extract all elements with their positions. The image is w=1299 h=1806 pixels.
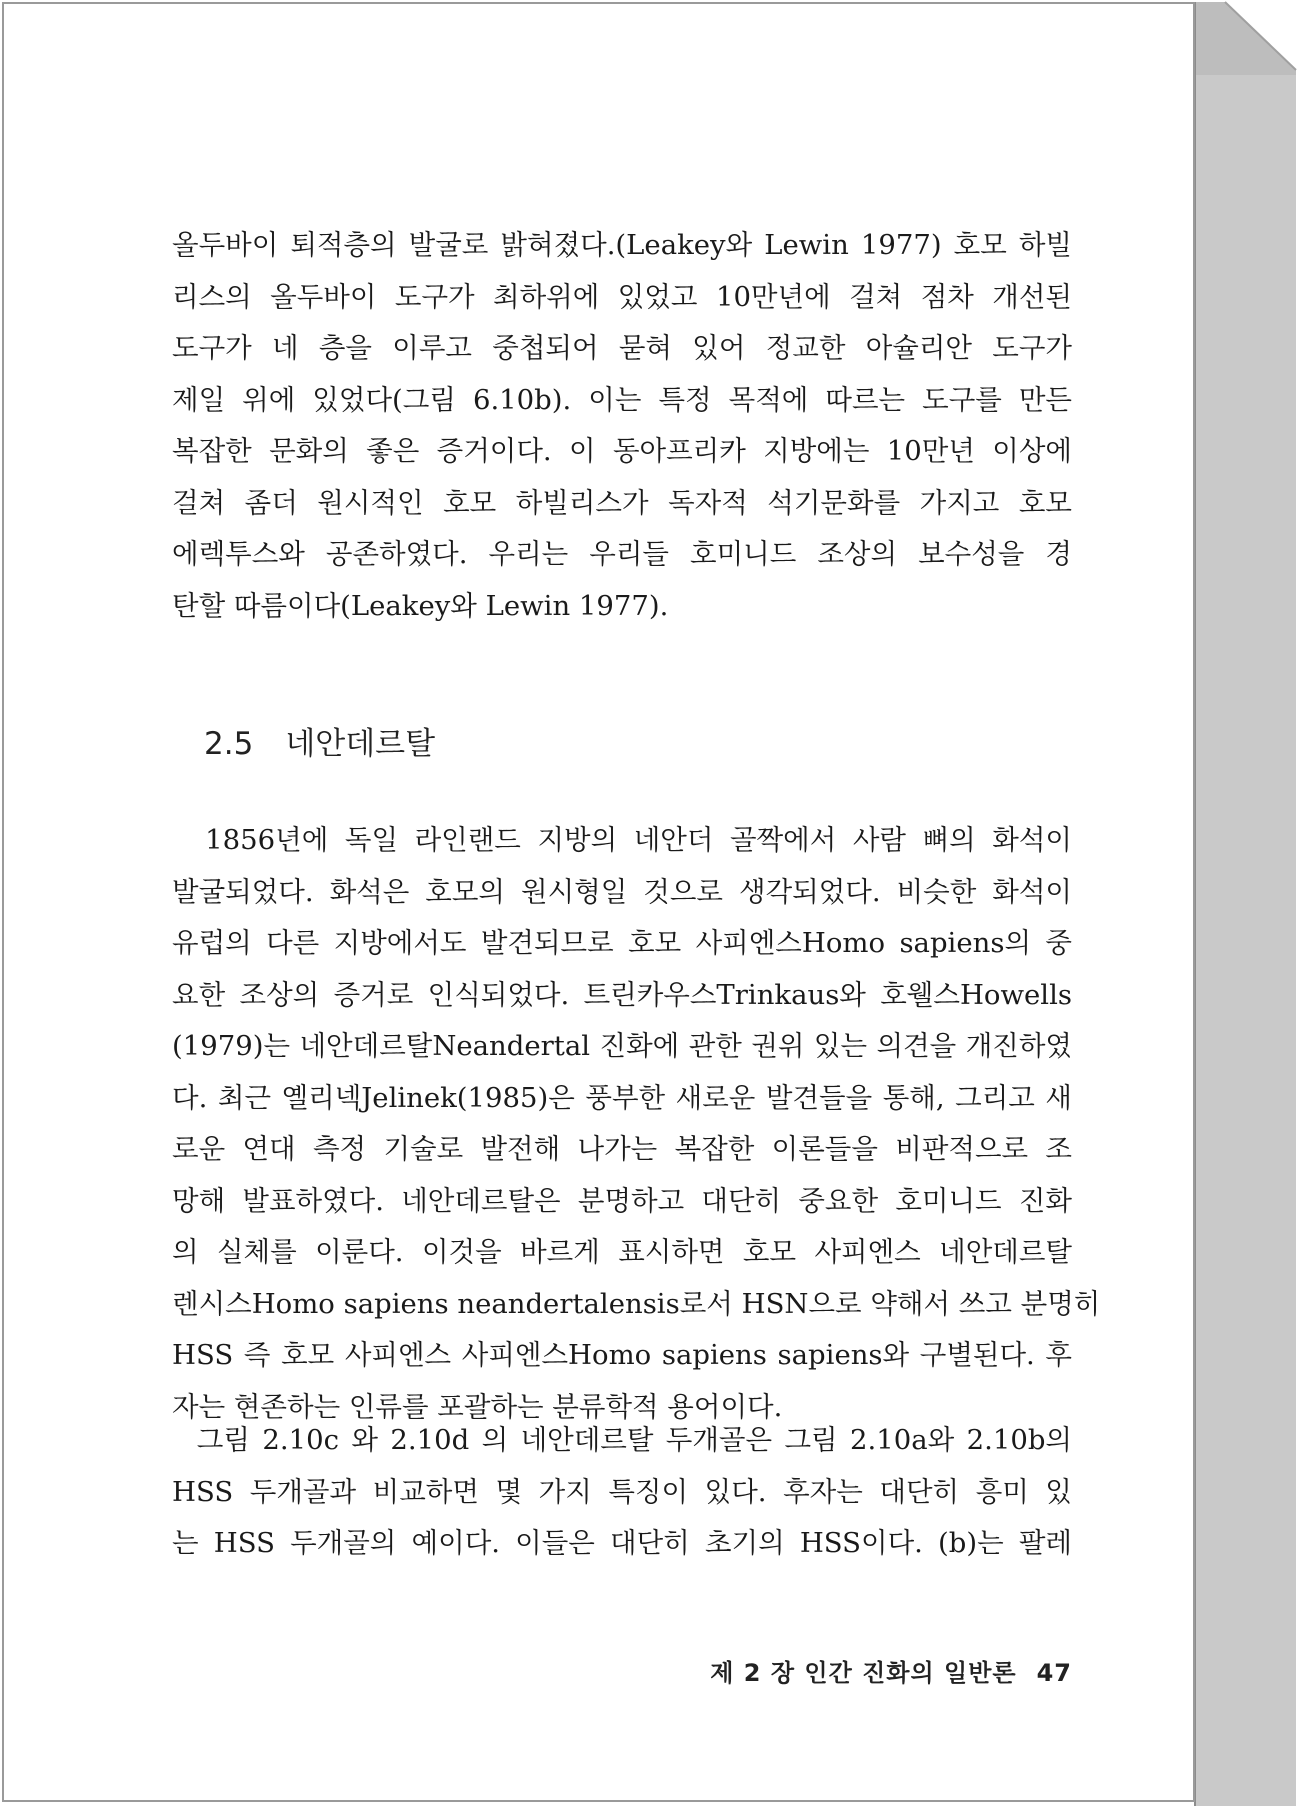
text-line: 요한 조상의 증거로 인식되었다. 트린카우스Trinkaus와 호웰스Howells (172, 978, 1072, 1011)
text-line: (1979)는 네안데르탈Neandertal 진화에 관한 권위 있는 의견을 개진하였 (172, 1030, 1072, 1062)
text-line: 의 실체를 이룬다. 이것을 바르게 표시하면 호모 사피엔스 네안데르탈 (172, 1236, 1072, 1268)
text-line: 도구가 네 층을 이루고 중첩되어 묻혀 있어 정교한 아슐리안 도구가 (172, 332, 1072, 364)
text-line: 1856년에 독일 라인랜드 지방의 네안더 골짝에서 사람 뼈의 화석이 (172, 824, 1072, 856)
text-line: 렌시스Homo sapiens neandertalensis로서 HSN으로 약해서 쓰고 분명히 (172, 1287, 1101, 1320)
text-line: HSS 즉 호모 사피엔스 사피엔스Homo sapiens sapiens와 구별된다. 후 (172, 1339, 1072, 1371)
page-number: 47 (1036, 1659, 1072, 1687)
text-line: 리스의 올두바이 도구가 최하위에 있었고 10만년에 걸쳐 점차 개선된 (172, 280, 1072, 313)
text-line: 유럽의 다른 지방에서도 발견되므로 호모 사피엔스Homo sapiens의 중 (172, 927, 1072, 959)
chapter-title: 제 2 장 인간 진화의 일반론 (710, 1659, 1017, 1687)
section-number: 2.5 (204, 726, 254, 762)
paragraph-1 (172, 220, 1072, 632)
section-heading (204, 718, 435, 763)
paragraph-3 (172, 1415, 1072, 1570)
text-line: 망해 발표하였다. 네안데르탈은 분명하고 대단히 중요한 호미니드 진화 (172, 1184, 1072, 1217)
text-line: 올두바이 퇴적층의 발굴로 밝혀졌다.(Leakey와 Lewin 1977) 호모 하빌 (172, 229, 1072, 261)
text-line: 복잡한 문화의 좋은 증거이다. 이 동아프리카 지방에는 10만년 이상에 (172, 435, 1072, 467)
text-line: 는 HSS 두개골의 예이다. 이들은 대단히 초기의 HSS이다. (b)는 팔레 (172, 1527, 1072, 1559)
text-line: 걸쳐 좀더 원시적인 호모 하빌리스가 독자적 석기문화를 가지고 호모 (172, 486, 1072, 519)
text-line: HSS 두개골과 비교하면 몇 가지 특징이 있다. 후자는 대단히 흥미 있 (172, 1475, 1072, 1508)
text-line: 에렉투스와 공존하였다. 우리는 우리들 호미니드 조상의 보수성을 경 (172, 538, 1072, 570)
text-line: 발굴되었다. 화석은 호모의 원시형일 것으로 생각되었다. 비슷한 화석이 (172, 875, 1072, 908)
paragraph-2 (172, 815, 1101, 1433)
text-line: 자는 현존하는 인류를 포괄하는 분류학적 용어이다. (172, 1390, 783, 1423)
page-footer (660, 1653, 1072, 1688)
text-line: 다. 최근 옐리넥Jelinek(1985)은 풍부한 새로운 발견들을 통해, 그리고 새 (172, 1081, 1072, 1114)
section-title: 네안데르탈 (285, 726, 436, 762)
text-line: 그림 2.10c 와 2.10d 의 네안데르탈 두개골은 그림 2.10a와 2.10b의 (172, 1424, 1072, 1456)
text-line: 탄할 따름이다(Leakey와 Lewin 1977). (172, 589, 669, 622)
text-line: 로운 연대 측정 기술로 발전해 나가는 복잡한 이론들을 비판적으로 조 (172, 1133, 1072, 1165)
text-line: 제일 위에 있었다(그림 6.10b). 이는 특정 목적에 따르는 도구를 만든 (172, 383, 1072, 416)
